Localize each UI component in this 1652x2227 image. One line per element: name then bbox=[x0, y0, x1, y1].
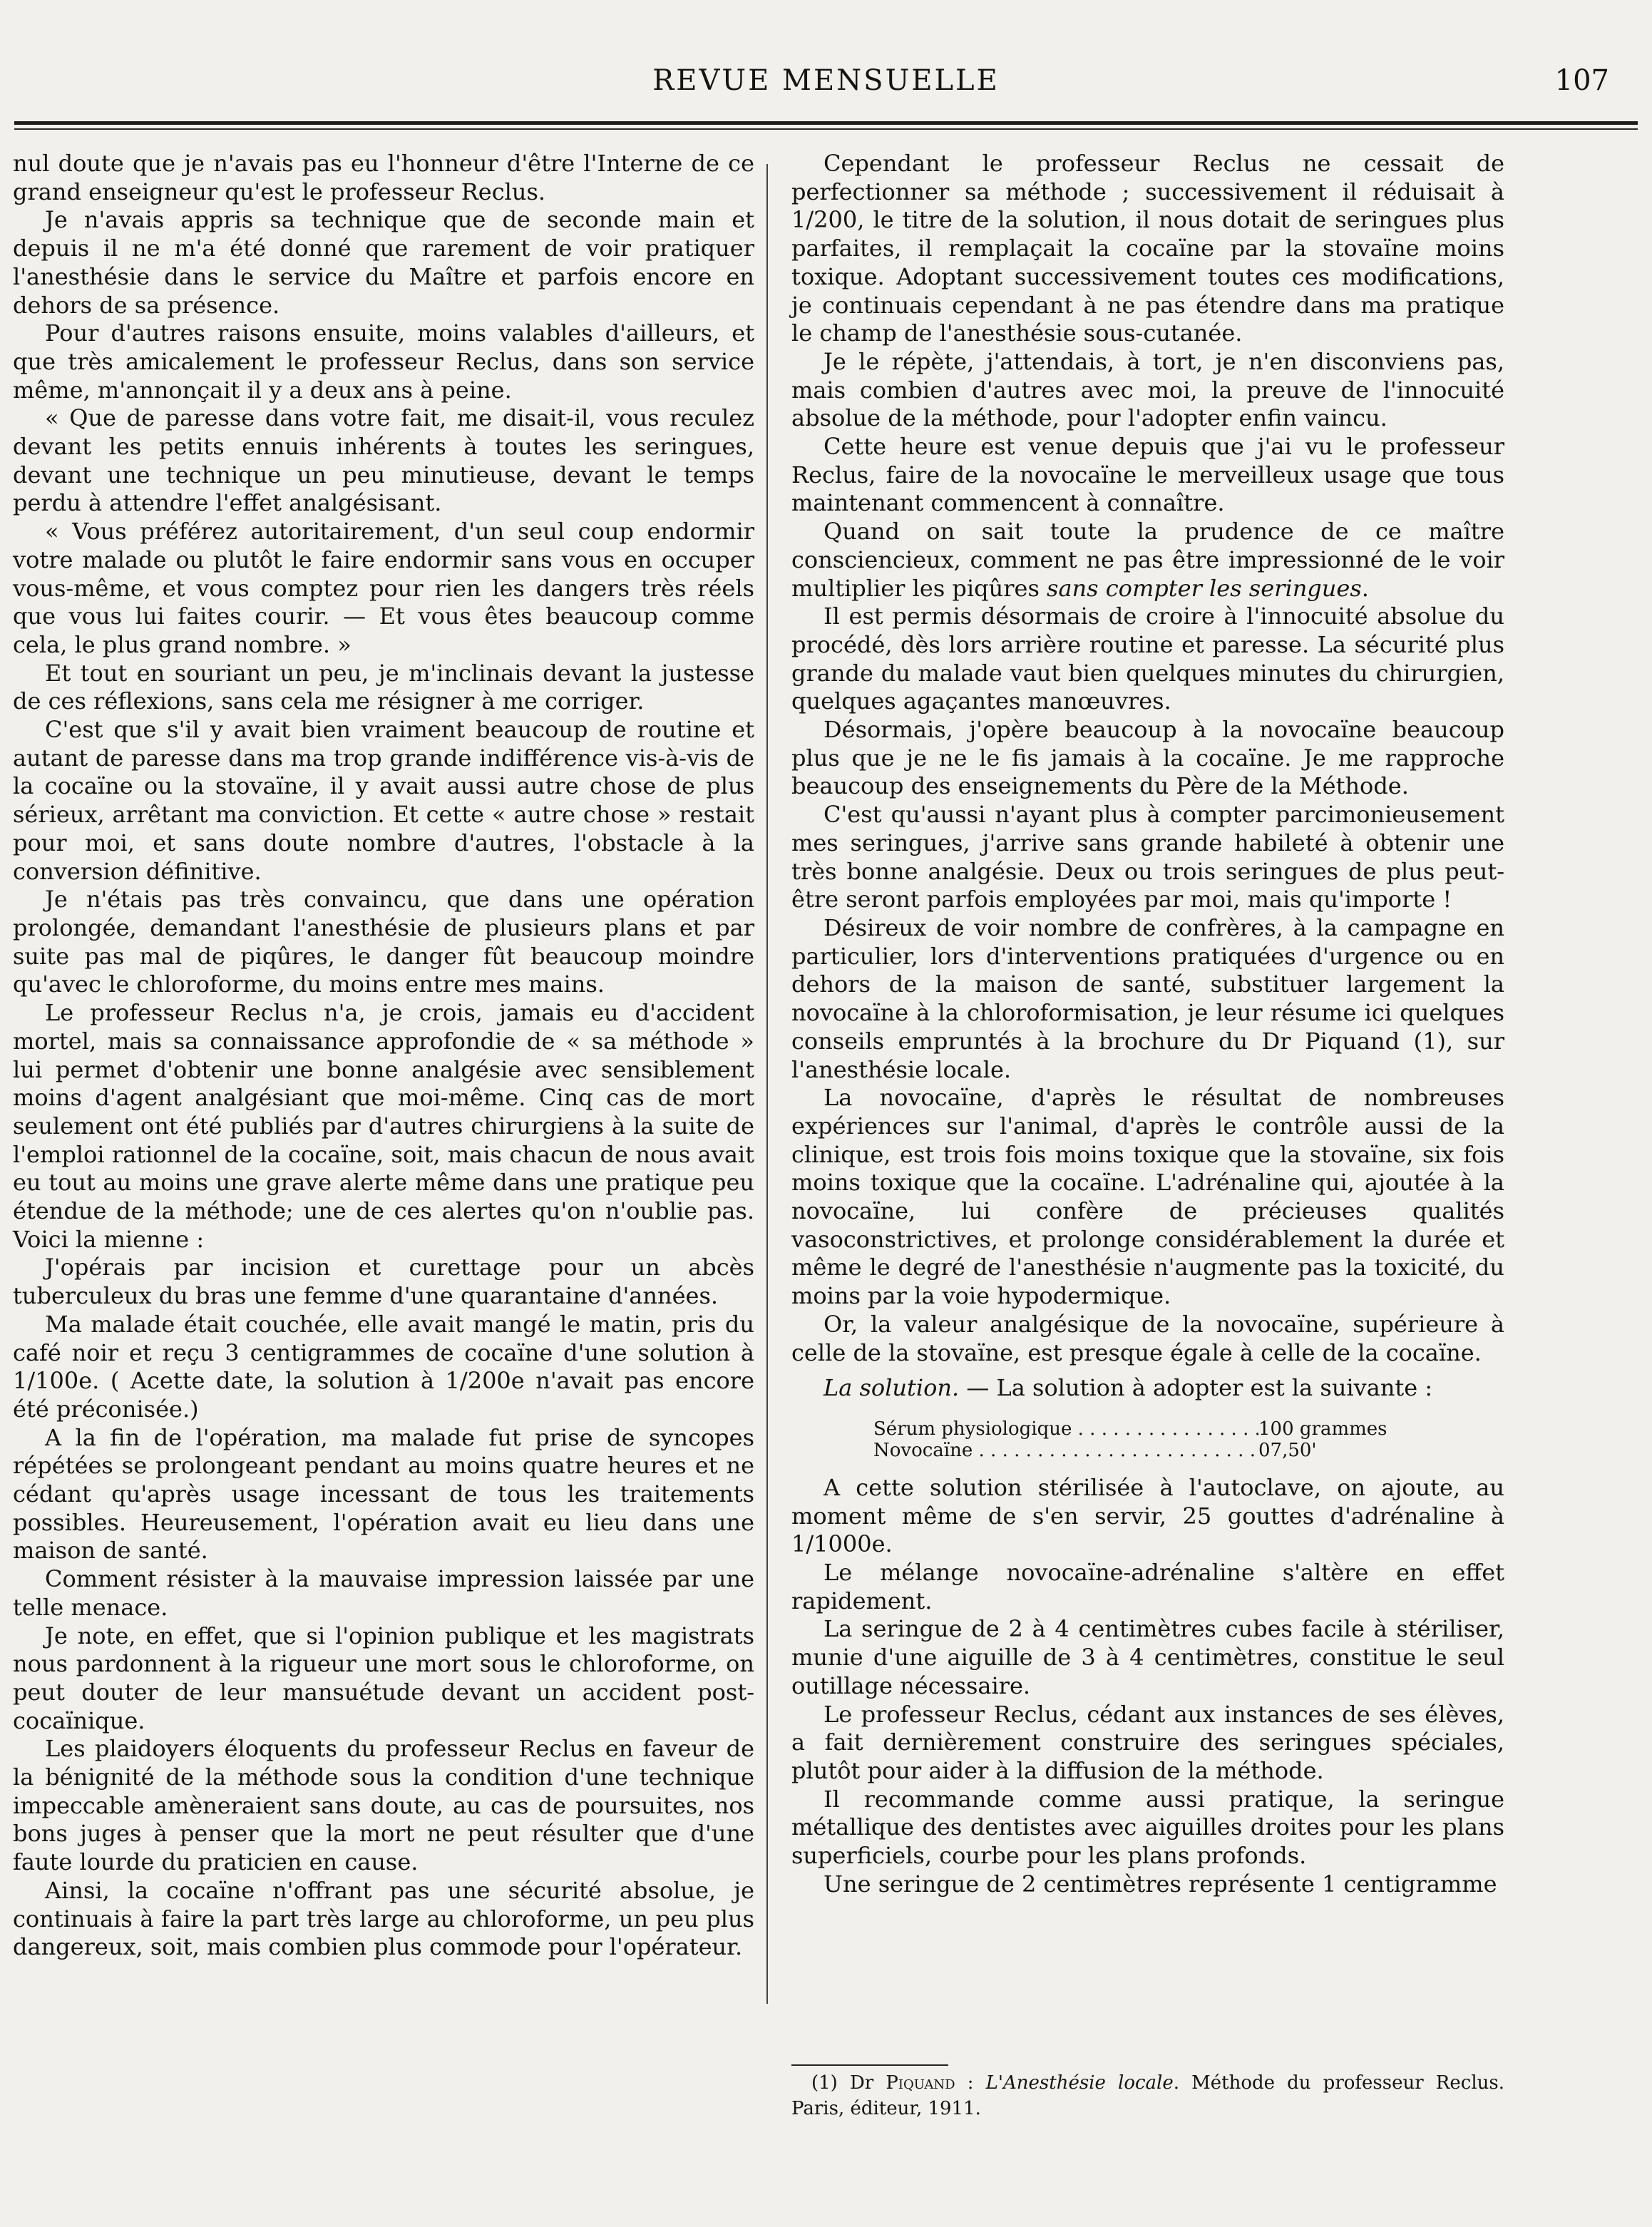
paragraph: J'opérais par incision et curettage pour un abcès tuberculeux du bras une femme d'une quarantaine d'années. bbox=[13, 1254, 754, 1310]
paragraph: Ma malade était couchée, elle avait mangé le matin, pris du café noir et reçu 3 centigrammes de cocaïne d'une solution à 1/100e. ( Acette date, la solution à 1/200e n'avait pas encore été préconisée.) bbox=[13, 1310, 754, 1423]
paragraph: Je n'avais appris sa technique que de seconde main et depuis il ne m'a été donné que rarement de voir pratiquer l'anesthésie dans le service du Maître et parfois encore en dehors de sa présence. bbox=[13, 206, 754, 319]
paragraph: « Que de paresse dans votre fait, me disait-il, vous reculez devant les petits ennuis inhérents à toutes les seringues, devant une technique un peu minutieuse, devant le temps perdu à attendre l'effet analgésisant. bbox=[13, 404, 754, 517]
paragraph: Une seringue de 2 centimètres représente 1 centigramme bbox=[824, 1870, 1497, 1898]
text-run: . bbox=[1361, 574, 1369, 602]
formula-table bbox=[873, 1418, 1451, 1461]
paragraph: nul doute que je n'avais pas eu l'honneur d'être l'Interne de ce grand enseigneur qu'est le professeur Reclus. bbox=[13, 150, 754, 205]
footnote-marker: (1) Dr bbox=[811, 2072, 874, 2094]
paragraph: Il recommande comme aussi pratique, la seringue métallique des dentistes avec aiguilles droites pour les plans superficiels, courbe pour les plans profonds. bbox=[791, 1785, 1504, 1870]
paragraph: Cette heure est venue depuis que j'ai vu le professeur Reclus, faire de la novocaïne le merveilleux usage que tous maintenant commencent à connaître. bbox=[791, 433, 1504, 517]
paragraph: Je note, en effet, que si l'opinion publique et les magistrats nous pardonnent à la rigueur une mort sous le chloroforme, on peut douter de leur mansuétude devant un accident post-cocaïnique. bbox=[13, 1622, 754, 1734]
paragraph: Le mélange novocaïne-adrénaline s'altère en effet rapidement. bbox=[791, 1559, 1504, 1614]
text-run: Quand on sait toute la prudence de ce maître consciencieux, comment ne pas être impressionné de le voir multiplier les piqûres bbox=[791, 518, 1504, 602]
formula-ingredient: Novocaïne . . . bbox=[873, 1440, 1258, 1461]
paragraph: Comment résister à la mauvaise impression laissée par une telle menace. bbox=[13, 1565, 754, 1621]
text-run: — La solution à adopter est la suivante : bbox=[959, 1374, 1433, 1402]
paragraph: Le professeur Reclus, cédant aux instances de ses élèves, a fait dernièrement construire des seringues spéciales, plutôt pour aider à la diffusion de la méthode. bbox=[791, 1700, 1504, 1784]
paragraph: Les plaidoyers éloquents du professeur Reclus en faveur de la bénignité de la méthode sous la condition d'une technique impeccable amèneraient sans doute, au cas de poursuites, nos bons juges à penser que la mort ne peut résulter que d'une faute lourde du praticien en cause. bbox=[13, 1735, 754, 1876]
header-rule bbox=[14, 121, 1638, 125]
text-run: : bbox=[955, 2072, 986, 2094]
column-divider bbox=[766, 164, 768, 2004]
paragraph: Je le répète, j'attendais, à tort, je n'en disconviens pas, mais combien d'autres avec moi, la preuve de l'innocuité absolue de la méthode, pour l'adopter enfin vaincu. bbox=[791, 347, 1504, 432]
solution-heading bbox=[791, 1374, 1504, 1403]
right-column bbox=[791, 150, 1504, 1898]
left-column bbox=[13, 150, 754, 1962]
paragraph: « Vous préférez autoritairement, d'un seul coup endormir votre malade ou plutôt le faire endormir sans vous en occuper vous-même, et vous comptez pour rien les dangers très réels que vous lui faites courir. — Et vous êtes beaucoup comme cela, le plus grand nombre. » bbox=[13, 518, 754, 658]
paragraph bbox=[791, 518, 1504, 603]
footnote-author: Piquand bbox=[886, 2072, 955, 2094]
paragraph: La novocaïne, d'après le résultat de nombreuses expériences sur l'animal, d'après le contrôle aussi de la clinique, est trois fois moins toxique que la stovaïne, six fois moins toxique que la cocaïne. L'adrénaline qui, ajoutée à la novocaïne, lui confère de précieuses qualités vasoconstrictives, et prolonge considérablement la durée et même le degré de l'anesthésie n'augmente pas la toxicité, du moins par la voie hypodermique. bbox=[791, 1084, 1504, 1310]
paragraph: Et tout en souriant un peu, je m'inclinais devant la justesse de ces réflexions, sans cela me résigner à me corriger. bbox=[13, 659, 754, 715]
paragraph: Cependant le professeur Reclus ne cessait de perfectionner sa méthode ; successivement il réduisait à 1/200, le titre de la solution, il nous dotait de seringues plus parfaites, il remplaçait la cocaïne par la stovaïne moins toxique. Adoptant successivement toutes ces modifications, je continuais cependant à ne pas étendre dans ma pratique le champ de l'anesthésie sous-cutanée. bbox=[791, 150, 1504, 347]
footnote-rule bbox=[791, 2064, 948, 2066]
section-title: La solution. bbox=[824, 1374, 960, 1402]
paragraph: Le professeur Reclus n'a, je crois, jamais eu d'accident mortel, mais sa connaissance approfondie de « sa méthode » lui permet d'obtenir une bonne analgésie avec sensiblement moins d'agent analgésiant que moi-même. Cinq cas de mort seulement ont été publiés par d'autres chirurgiens à la suite de l'emploi rationnel de la cocaïne, soit, mais chacun de nous avait eu tout au moins une grave alerte même dans une pratique peu étendue de la méthode; une de ces alertes qu'on n'oublie pas. Voici la mienne : bbox=[13, 999, 754, 1253]
formula-amount: 07,50' bbox=[1258, 1439, 1317, 1461]
formula-ingredient: Sérum physiologique . . . bbox=[873, 1418, 1258, 1440]
paragraph: C'est qu'aussi n'ayant plus à compter parcimonieusement mes seringues, j'arrive sans grande habileté à obtenir une très bonne analgésie. Deux ou trois seringues de plus peut-être seront parfois employées par moi, mais qu'importe ! bbox=[791, 801, 1504, 913]
paragraph: Il est permis désormais de croire à l'innocuité absolue du procédé, dès lors arrière routine et paresse. La sécurité plus grande du malade vaut bien quelques minutes du chirurgien, quelques agaçantes manœuvres. bbox=[791, 603, 1504, 715]
paragraph: La seringue de 2 à 4 centimètres cubes facile à stériliser, munie d'une aiguille de 3 à 4 centimètres, constitue le seul outillage nécessaire. bbox=[791, 1615, 1504, 1699]
running-title: REVUE MENSUELLE bbox=[652, 64, 1000, 97]
paragraph: A la fin de l'opération, ma malade fut prise de syncopes répétées se prolongeant pendant au moins quatre heures et ne cédant qu'après usage incessant de tous les traitements possibles. Heureusement, l'opération avait eu lieu dans une maison de santé. bbox=[13, 1423, 754, 1565]
formula-row bbox=[873, 1418, 1451, 1440]
page-header bbox=[14, 64, 1638, 107]
paragraph: Désireux de voir nombre de confrères, à la campagne en particulier, lors d'interventions pratiquées d'urgence ou en dehors de la maison de santé, substituer largement la novocaïne à la chloroformisation, je leur résume ici quelques conseils empruntés à la brochure du Dr Piquand (1), sur l'anesthésie locale. bbox=[791, 913, 1504, 1083]
footnote-title: L'Anesthésie locale bbox=[985, 2072, 1174, 2094]
italic-text: sans compter les seringues bbox=[1047, 574, 1362, 602]
paragraph: Ainsi, la cocaïne n'offrant pas une sécurité absolue, je continuais à faire la part très large au chloroforme, un peu plus dangereux, soit, mais combien plus commode pour l'opérateur. bbox=[13, 1876, 754, 1961]
paragraph: Désormais, j'opère beaucoup à la novocaïne beaucoup plus que je ne le fis jamais à la cocaïne. Je me rapproche beaucoup des enseignements du Père de la Méthode. bbox=[791, 716, 1504, 800]
paragraph: A cette solution stérilisée à l'autoclave, on ajoute, au moment même de s'en servir, 25 gouttes d'adrénaline à 1/1000e. bbox=[791, 1473, 1504, 1558]
paragraph: Or, la valeur analgésique de la novocaïne, supérieure à celle de la stovaïne, est presque égale à celle de la cocaïne. bbox=[791, 1310, 1504, 1366]
paragraph: Je n'étais pas très convaincu, que dans une opération prolongée, demandant l'anesthésie de plusieurs plans et par suite pas mal de piqûres, le danger fût beaucoup moindre qu'avec le chloroforme, du moins entre mes mains. bbox=[13, 886, 754, 998]
page-number: 107 bbox=[1554, 64, 1609, 97]
paragraph: Pour d'autres raisons ensuite, moins valables d'ailleurs, et que très amicalement le professeur Reclus, dans son service même, m'annonçait il y a deux ans à peine. bbox=[13, 319, 754, 404]
footnote bbox=[791, 2070, 1504, 2121]
text-run: . Méthode du professeur Reclus. Paris, éditeur, 1911. bbox=[791, 2072, 1504, 2119]
paragraph: C'est que s'il y avait bien vraiment beaucoup de routine et autant de paresse dans ma trop grande indifférence vis-à-vis de la cocaïne ou la stovaïne, il y avait aussi autre chose de plus sérieux, arrêtant ma conviction. Et cette « autre chose » restait pour moi, et sans doute nombre d'autres, l'obstacle à la conversion définitive. bbox=[13, 716, 754, 885]
formula-row bbox=[873, 1440, 1451, 1461]
formula-amount: 100 grammes bbox=[1258, 1418, 1387, 1440]
header-rule-thin bbox=[14, 128, 1638, 130]
